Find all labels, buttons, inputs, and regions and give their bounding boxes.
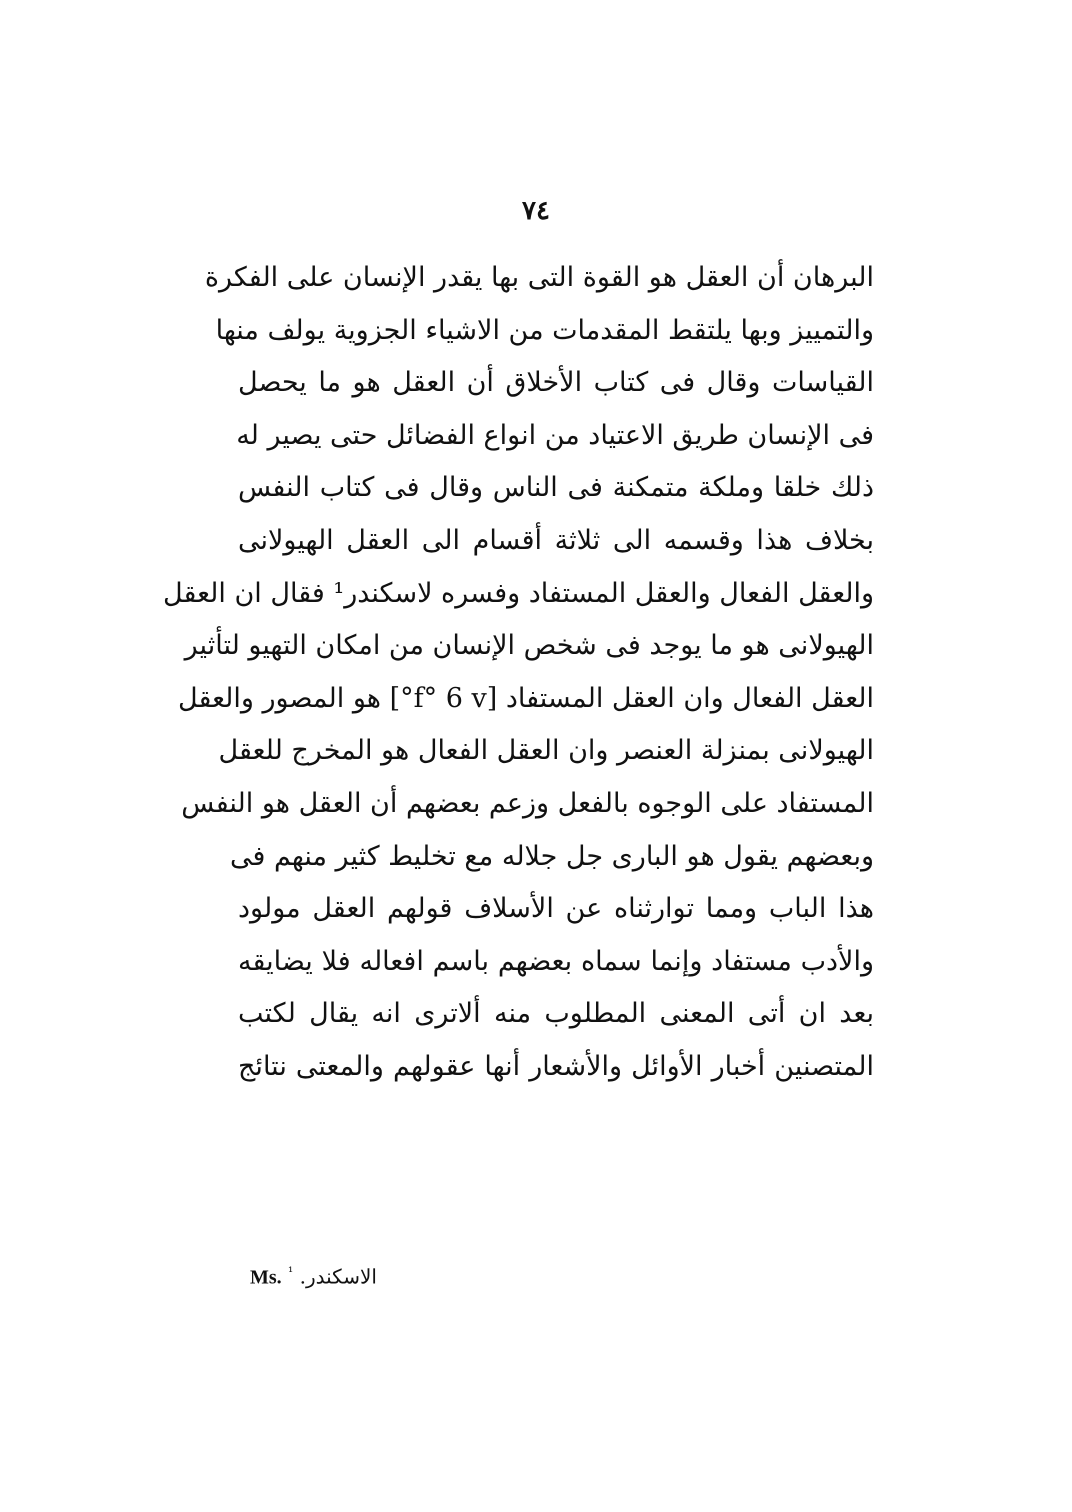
text-line-15: بعد ان أتى المعنى المطلوب منه ألاترى انه يقال لكتب	[238, 998, 874, 1030]
footnote	[250, 1258, 470, 1293]
text-line-6: بخلاف هذا وقسمه الى ثلاثة أقسام الى العقل الهيولانى	[238, 524, 874, 556]
text-line-14: والأدب مستفاد وإنما سماه بعضهم باسم افعاله فلا يضايقه	[238, 945, 874, 977]
text-line-8: الهيولانى هو ما يوجد فى شخص الإنسان من امكان التهيو لتأثير	[184, 630, 874, 662]
main-text	[163, 252, 874, 1094]
page-number: ٧٤	[522, 196, 550, 226]
text-line-16: المتصنين أخبار الأوائل والأشعار أنها عقولهم والمعتى نتائج	[238, 1050, 874, 1082]
text-line-9: العقل الفعال وان العقل المستفاد [f° 6 v°] هو المصور والعقل	[178, 682, 874, 714]
text-line-2: والتمييز وبها يلتقط المقدمات من الاشياء الجزوية يولف منها	[215, 314, 874, 346]
text-line-13: هذا الباب ومما توارثناه عن الأسلاف قولهم العقل مولود	[238, 893, 874, 925]
text-line-12: وبعضهم يقول هو البارى جل جلاله مع تخليط كثير منهم فى	[229, 840, 874, 872]
footnote-text: الاسكندر.	[299, 1264, 377, 1289]
footnote-marker: ¹	[288, 1265, 294, 1280]
text-line-10: الهيولانى بمنزلة العنصر وان العقل الفعال هو المخرج للعقل	[218, 735, 874, 767]
text-line-3: القياسات وقال فى كتاب الأخلاق أن العقل هو ما يحصل	[238, 367, 874, 399]
text-line-7: والعقل الفعال والعقل المستفاد وفسره لاسكندر¹ فقال ان العقل	[163, 577, 874, 609]
footnote-ms-label: Ms.	[250, 1266, 282, 1289]
text-line-5: ذلك خلقا وملكة متمكنة فى الناس وقال فى كتاب النفس	[238, 472, 874, 504]
text-line-1: البرهان أن العقل هو القوة التى بها يقدر الإنسان على الفكرة	[204, 262, 874, 293]
text-line-11: المستفاد على الوجوه بالفعل وزعم بعضهم أن العقل هو النفس	[181, 787, 874, 819]
text-line-4: فى الإنسان طريق الاعتياد من انواع الفضائل حتى يصير له	[236, 419, 874, 451]
